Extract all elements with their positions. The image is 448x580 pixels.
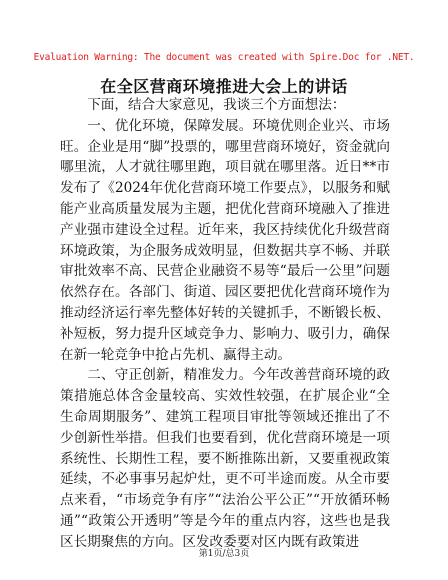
paragraph-intro: 下面，结合大家意见，我谈三个方面想法： [87,97,346,113]
document-body [60,95,390,553]
paragraph-one: 一、优化环境，保障发展。环境优则企业兴、市场旺。企业是用“脚”投票的，哪里营商环境好，资金就向哪里流，人才就往哪里跑，项目就在哪里落。近日**市发布了《2024年优化营商环境工作要点》，以服务和赋能产业高质量发展为主题，把优化营商环境融入了推进产业强市建设全过程。近年来，我区持续优化升级营商环境政策，为企服务成效明显，但数据共享不畅、并联审批效率不高、民营企业融资不易等“最后一公里”问题依然存在。各部门、街道、园区要把优化营商环境作为推动经济运行率先整体好转的关键抓手，不断锻长板、补短板，努力提升区域竞争力、影响力、吸引力，确保在新一轮竞争中抢占先机、赢得主动。 [60,117,390,363]
document-title: 在全区营商环境推进大会上的讲话 [100,77,348,96]
page-footer: 第1页/总3页 [198,549,250,559]
evaluation-warning: Evaluation Warning: The document was created with Spire.Doc for .NET. [33,52,415,63]
paragraph-two: 二、守正创新，精准发力。今年改善营商环境的政策措施总体含金量较高、实效性较强，在扩展企业“全生命周期服务”、建筑工程项目审批等领域还推出了不少创新性举措。但我们也要看到，优化营商环境是一项系统性、长期性工程，要不断推陈出新，又要重视政策延续，不必事事另起炉灶，更不可半途而废。从全市要点来看，“市场竞争有序”“法治公平公正”“开放循环畅通”“政策公开透明”等是今年的重点内容，这些也是我区长期聚焦的方向。区发改委要对区内既有政策进 [60,367,390,550]
